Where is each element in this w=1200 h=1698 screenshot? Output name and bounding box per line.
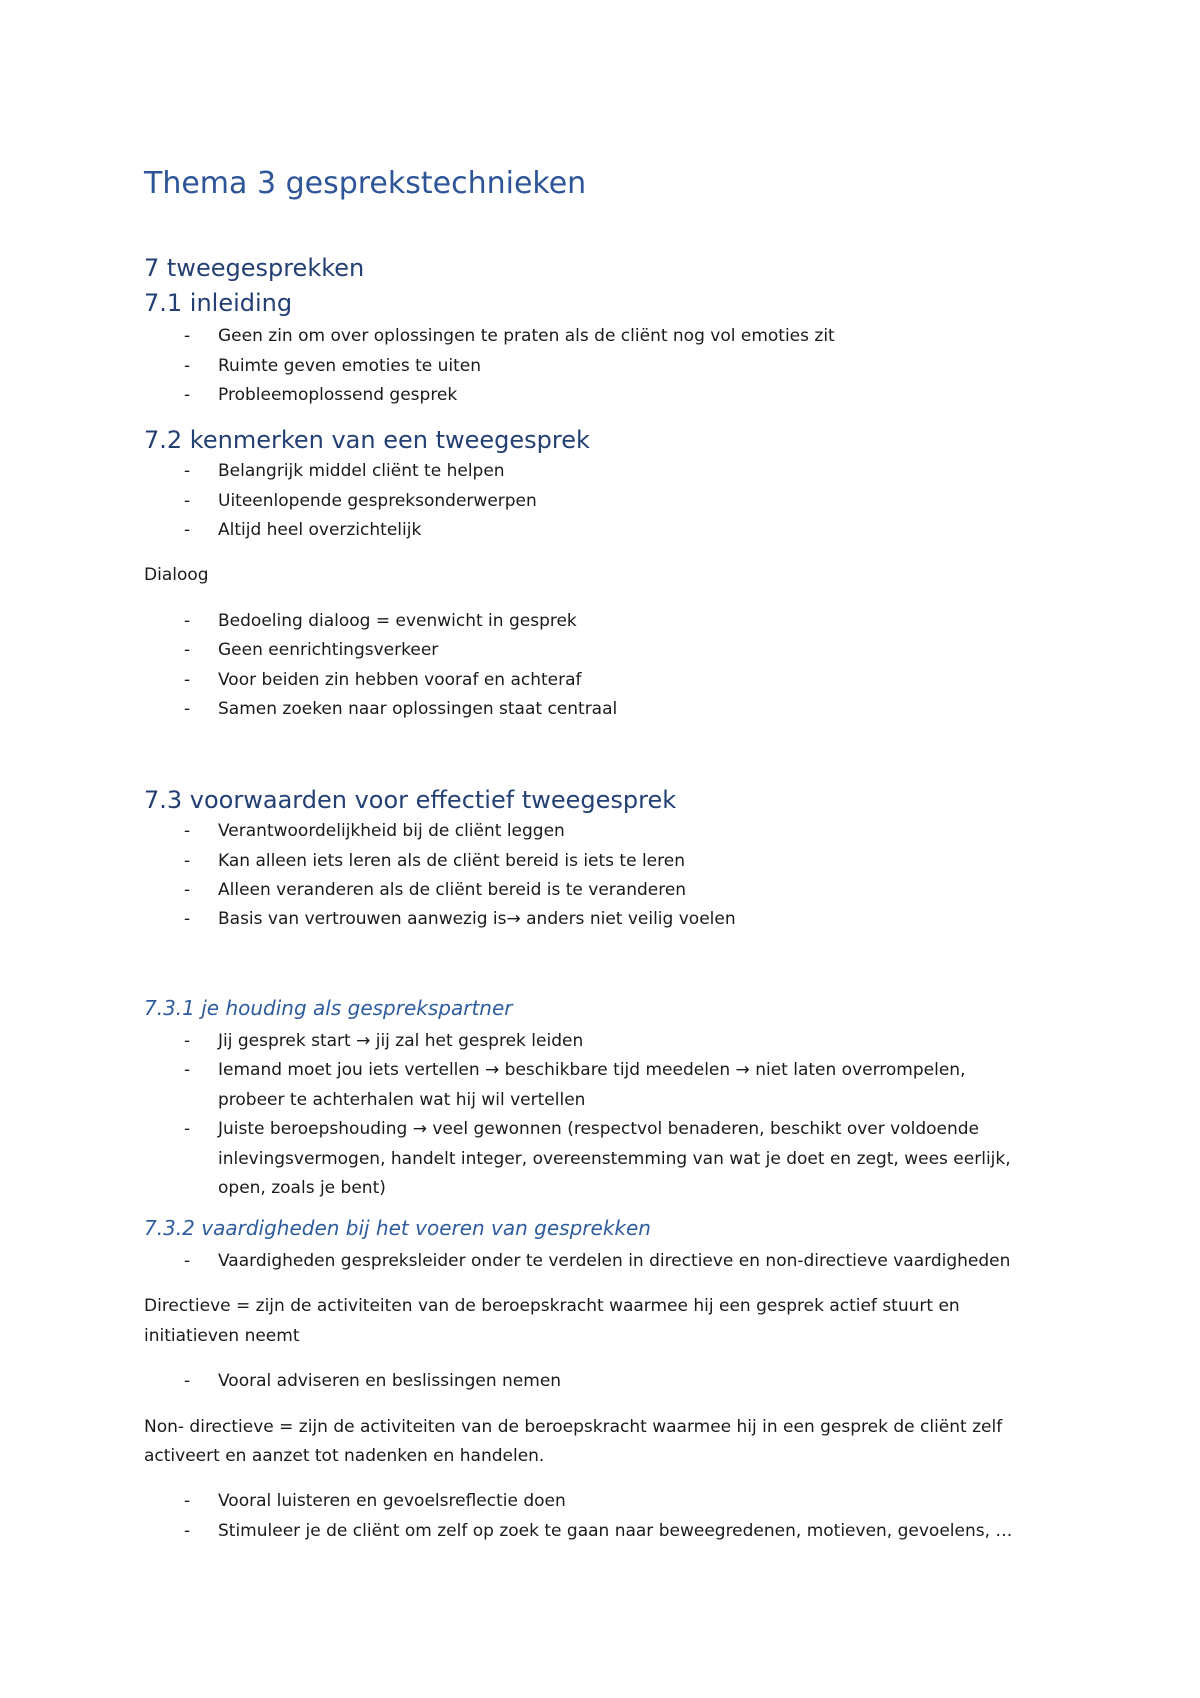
heading-7-2: 7.2 kenmerken van een tweegesprek	[144, 426, 590, 454]
heading-7-3-2: 7.3.2 vaardigheden bij het voeren van gesprekken	[144, 1216, 651, 1240]
document-page: Thema 3 gesprekstechnieken 7 tweegesprekken 7.1 inleiding - Geen zin om over oplossingen te praten als de cliënt nog vol emoties zit - Ruimte geven emoties te uiten - Probleemoplossend gesprek 7.2 kenmerken van een tweegesprek - Belangrijk middel cliënt te helpen - Uiteenlopende gespreksonderwerpen - Altijd heel overzichtelijk Dialoog - Bedoeling dialoog = evenwicht in gesprek - Geen eenrichtingsverkeer - Voor beiden zin hebben vooraf en achteraf - Samen zoeken naar oplossingen staat centraal 7.3 voorwaarden voor effectief tweegesprek - Verantwoordelijkheid bij de cliënt leggen - Kan alleen iets leren als de cliënt bereid is iets te leren - Alleen veranderen als de cliënt bereid is te veranderen - Basis van vertrouwen aanwezig is→ anders niet veilig voelen 7.3.1 je houding als gesprekspartner - Jij gesprek start → jij zal het gesprek leiden - Iemand moet jou iets vertellen → beschikbare tijd meedelen → niet laten overrompelen, probeer te achterhalen wat hij wil vertellen - Juiste beroepshouding → veel gewonnen (respectvol benaderen, beschikt over voldoende inlevingsvermogen, handelt integer, overeenstemming van wat je doet en zegt, wees eerlijk, open, zoals je bent) 7.3.2 vaardigheden bij het voeren van gesprekken - Vaardigheden gespreksleider onder te verdelen in directieve en non-directieve vaardigheden Directieve = zijn de activiteiten van de beroepskracht waarmee hij een gesprek actief stuurt en initiatieven neemt - Vooral adviseren en beslissingen nemen Non- directieve = zijn de activiteiten van de beroepskracht waarmee hij in een gesprek de cliënt zelf activeert en aanzet tot nadenken en handelen. - Vooral luisteren en gevoelsreflectie doen - Stimuleer je de cliënt om zelf op zoek te gaan naar beweegredenen, motieven, gevoelens, …	[144, 166, 1013, 1541]
nondirectieve-paragraph-line: activeert en aanzet tot nadenken en handelen.	[144, 1446, 545, 1466]
document-title: Thema 3 gesprekstechnieken	[144, 166, 587, 201]
directieve-paragraph-line: initiatieven neemt	[144, 1326, 300, 1346]
heading-7: 7 tweegesprekken	[144, 254, 365, 282]
heading-7-1: 7.1 inleiding	[144, 289, 293, 317]
directieve-paragraph-line: Directieve = zijn de activiteiten van de beroepskracht waarmee hij een gesprek actief stuurt en	[144, 1296, 960, 1316]
heading-7-3-1: 7.3.1 je houding als gesprekspartner	[144, 996, 513, 1020]
dialoog-label: Dialoog	[144, 565, 209, 585]
heading-7-3: 7.3 voorwaarden voor effectief tweegesprek	[144, 786, 677, 814]
nondirectieve-paragraph-line: Non- directieve = zijn de activiteiten van de beroepskracht waarmee hij in een gesprek de cliënt zelf	[144, 1417, 1003, 1437]
